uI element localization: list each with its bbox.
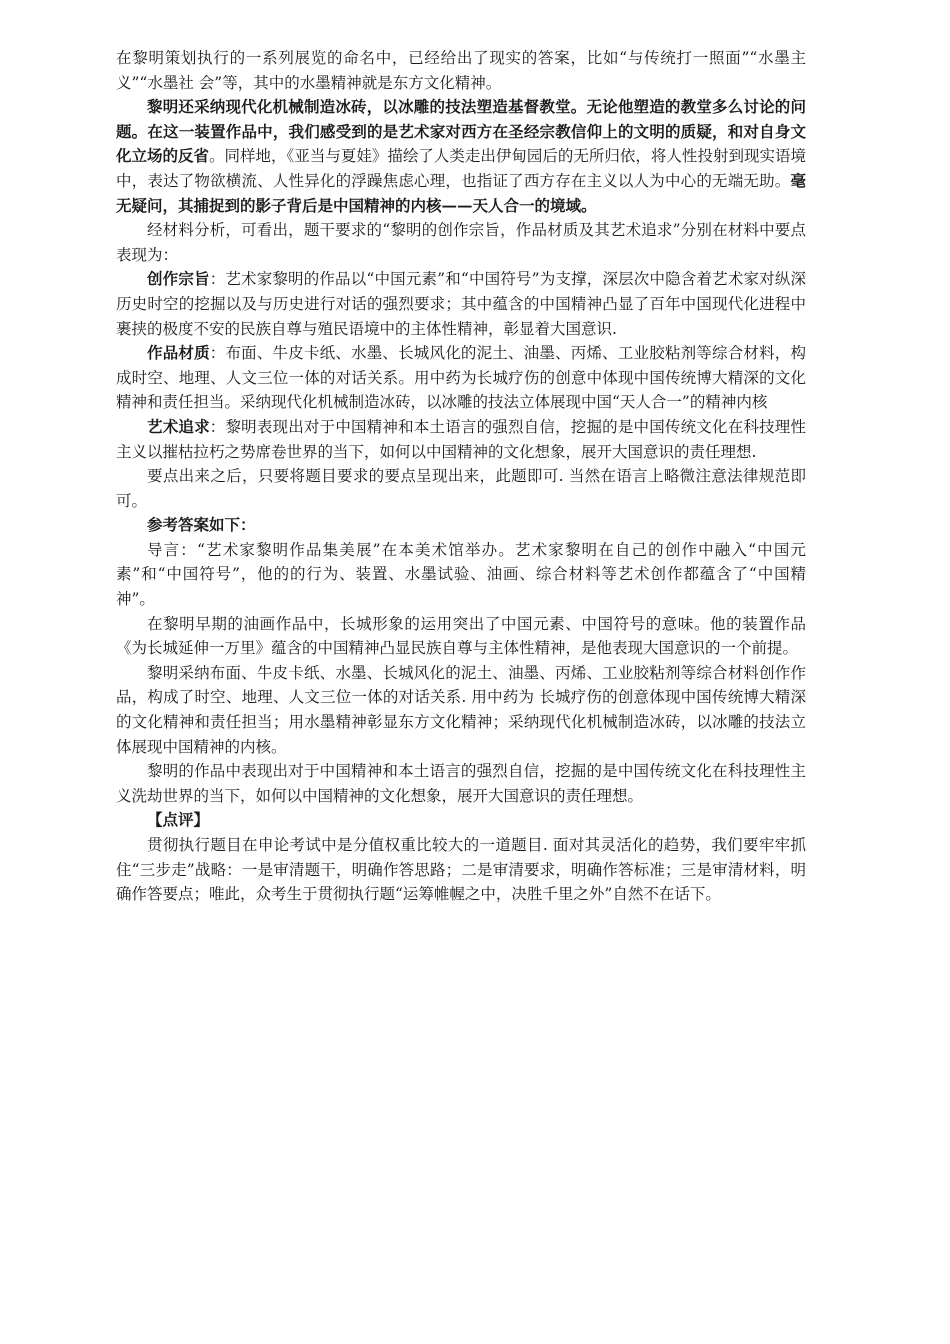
paragraph-confidence xyxy=(116,759,806,808)
text-run: 导言：“艺术家黎明作品集美展”在本美术馆举办。艺术家黎明在自己的创作中融入“中国元素”和“中国符号”，他的的行为、装置、水墨试验、油画、综合材料等艺术创作都蕴含了“中国精神”。 xyxy=(116,540,806,609)
text-run: 黎明采纳布面、牛皮卡纸、水墨、长城风化的泥土、油墨、丙烯、工业胶粘剂等综合材料创作作品，构成了时空、地理、人文三位一体的对话关系. 用中药为 长城疗伤的创意体现中国传统博大精深的文化精神和责任担当；用水墨精神彰显东方文化精神；采纳现代化机械制造冰砖，以冰雕的技法立体展现中国精神的内核。 xyxy=(116,663,806,756)
paragraph-key-points-note xyxy=(116,464,806,513)
paragraph-reference-answer-heading xyxy=(116,513,806,538)
paragraph-exhibition-names xyxy=(116,46,806,95)
text-run: 在黎明策划执行的一系列展览的命名中，已经给出了现实的答案，比如“与传统打一照面”“水墨主义”“水墨社 会”等，其中的水墨精神就是东方文化精神。 xyxy=(116,49,806,92)
paragraph-commentary-heading xyxy=(116,808,806,833)
section-label: 艺术追求 xyxy=(147,416,210,436)
paragraph-creative-purpose xyxy=(116,267,806,341)
section-label: 作品材质 xyxy=(147,343,210,363)
bold-text-run: 毫无疑问，其捕捉到的影子背后是中国精神的内核——天人合一的境域。 xyxy=(116,170,806,215)
bold-text-run: 黎明还采纳现代化机械制造冰砖，以冰雕的技法塑造基督教堂。无论他塑造的教堂多么讨论的问题。在这一装置作品中，我们感受到的是艺术家对西方在圣经宗教信仰上的文明的质疑，和对自身文化立场的反省 xyxy=(116,97,806,166)
text-run: ：布面、牛皮卡纸、水墨、长城风化的泥土、油墨、丙烯、工业胶粘剂等综合材料，构成时空、地理、人文三位一体的对话关系。用中药为长城疗伤的创意中体现中国传统博大精深的文化精神和责任担当。采纳现代化机械制造冰砖，以冰雕的技法立体展现中国“天人合一”的精神内核 xyxy=(116,344,806,412)
text-run: 在黎明早期的油画作品中，长城形象的运用突出了中国元素、中国符号的意味。他的装置作品《为长城延伸一万里》蕴含的中国精神凸显民族自尊与主体性精神，是他表现大国意识的一个前提。 xyxy=(116,614,806,658)
paragraph-ice-church xyxy=(116,95,806,218)
section-label: 创作宗旨 xyxy=(147,269,210,289)
section-heading: 参考答案如下： xyxy=(147,515,256,535)
text-run: ：黎明表现出对于中国精神和本土语言的强烈自信，挖掘的是中国传统文化在科技理性主义以摧枯拉朽之势席卷世界的当下，如何以中国精神的文化想象，展开大国意识的责任理想. xyxy=(116,417,806,461)
text-run: 要点出来之后，只要将题目要求的要点呈现出来，此题即可. 当然在语言上略微注意法律规范即可。 xyxy=(116,467,806,510)
paragraph-commentary xyxy=(116,833,806,907)
paragraph-early-oil-paintings xyxy=(116,612,806,661)
section-heading: 【点评】 xyxy=(147,810,210,830)
paragraph-material-analysis xyxy=(116,218,806,267)
text-run: ：艺术家黎明的作品以“中国元素”和“中国符号”为支撑，深层次中隐含着艺术家对纵深历史时空的挖掘以及与历史进行对话的强烈要求；其中蕴含的中国精神凸显了百年中国现代化进程中裹挟的极度不安的民族自尊与殖民语境中的主体性精神，彰显着大国意识. xyxy=(116,270,806,338)
paragraph-work-materials xyxy=(116,341,806,415)
text-run: 。同样地，《亚当与夏娃》描绘了人类走出伊甸园后的无所归依，将人性投射到现实语境中，表达了物欲横流、人性异化的浮躁焦虑心理，也指证了西方存在主义以人为中心的无端无助。 xyxy=(116,147,806,190)
document-body xyxy=(116,46,806,907)
text-run: 贯彻执行题目在申论考试中是分值权重比较大的一道题目. 面对其灵活化的趋势，我们要牢牢抓住“三步走”战略：一是审清题干，明确作答思路；二是审清要求，明确作答标准；三是审清材料，明确作答要点；唯此，众考生于贯彻执行题“运筹帷幄之中，决胜千里之外”自然不在话下。 xyxy=(116,836,806,904)
paragraph-artistic-pursuit xyxy=(116,415,806,464)
paragraph-mixed-materials xyxy=(116,661,806,759)
paragraph-introduction xyxy=(116,538,806,612)
text-run: 经材料分析，可看出，题干要求的“黎明的创作宗旨，作品材质及其艺术追求”分别在材料中要点表现为： xyxy=(116,221,806,264)
text-run: 黎明的作品中表现出对于中国精神和本土语言的强烈自信，挖掘的是中国传统文化在科技理性主义洗劫世界的当下，如何以中国精神的文化想象，展开大国意识的责任理想。 xyxy=(116,762,806,805)
